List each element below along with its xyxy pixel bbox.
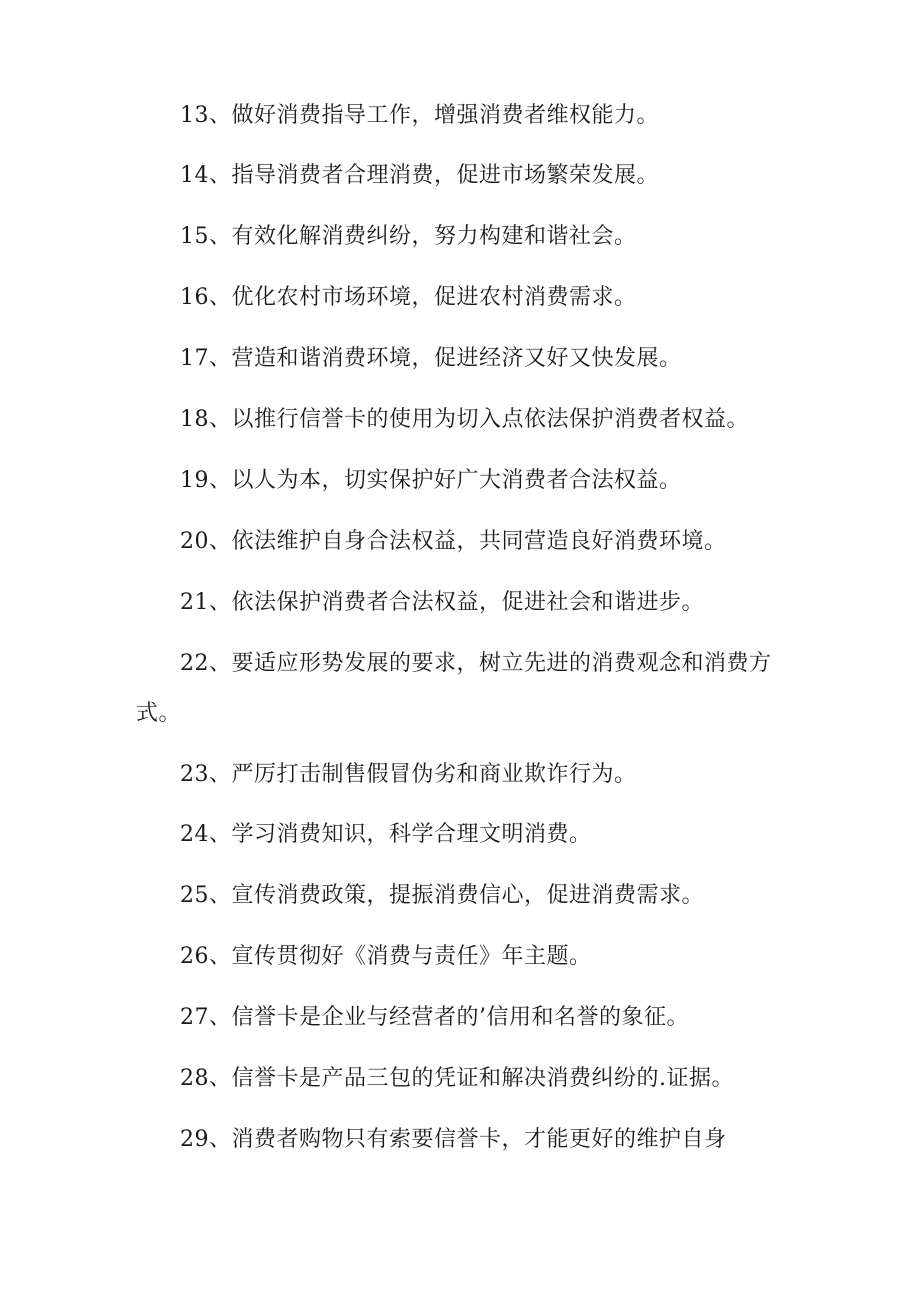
slogan-item-13: 13、做好消费指导工作，增强消费者维权能力。 (180, 103, 659, 128)
slogan-item-19: 19、以人为本，切实保护好广大消费者合法权益。 (180, 468, 682, 493)
slogan-item-26: 26、宣传贯彻好《消费与责任》年主题。 (180, 944, 592, 969)
slogan-item-28: 28、信誉卡是产品三包的凭证和解决消费纠纷的.证据。 (180, 1066, 734, 1091)
slogan-item-20: 20、依法维护自身合法权益，共同营造良好消费环境。 (180, 529, 727, 554)
slogan-item-16: 16、优化农村市场环境，促进农村消费需求。 (180, 285, 637, 310)
slogan-item-17: 17、营造和谐消费环境，促进经济又好又快发展。 (180, 346, 682, 371)
slogan-item-23: 23、严厉打击制售假冒伪劣和商业欺诈行为。 (180, 762, 637, 787)
slogan-item-21: 21、依法保护消费者合法权益，促进社会和谐进步。 (180, 590, 704, 615)
slogan-item-18: 18、以推行信誉卡的使用为切入点依法保护消费者权益。 (180, 407, 749, 432)
slogan-item-27: 27、信誉卡是企业与经营者的’信用和名誉的象征。 (180, 1005, 689, 1030)
slogan-item-25: 25、宣传消费政策，提振消费信心，促进消费需求。 (180, 883, 704, 908)
slogan-item-29: 29、消费者购物只有索要信誉卡，才能更好的维护自身 (180, 1127, 727, 1152)
slogan-item-14: 14、指导消费者合理消费，促进市场繁荣发展。 (180, 163, 659, 188)
slogan-item-15: 15、有效化解消费纠纷，努力构建和谐社会。 (180, 224, 637, 249)
slogan-item-22: 22、要适应形势发展的要求，树立先进的消费观念和消费方式。 (136, 651, 772, 726)
slogan-item-24: 24、学习消费知识，科学合理文明消费。 (180, 822, 592, 847)
